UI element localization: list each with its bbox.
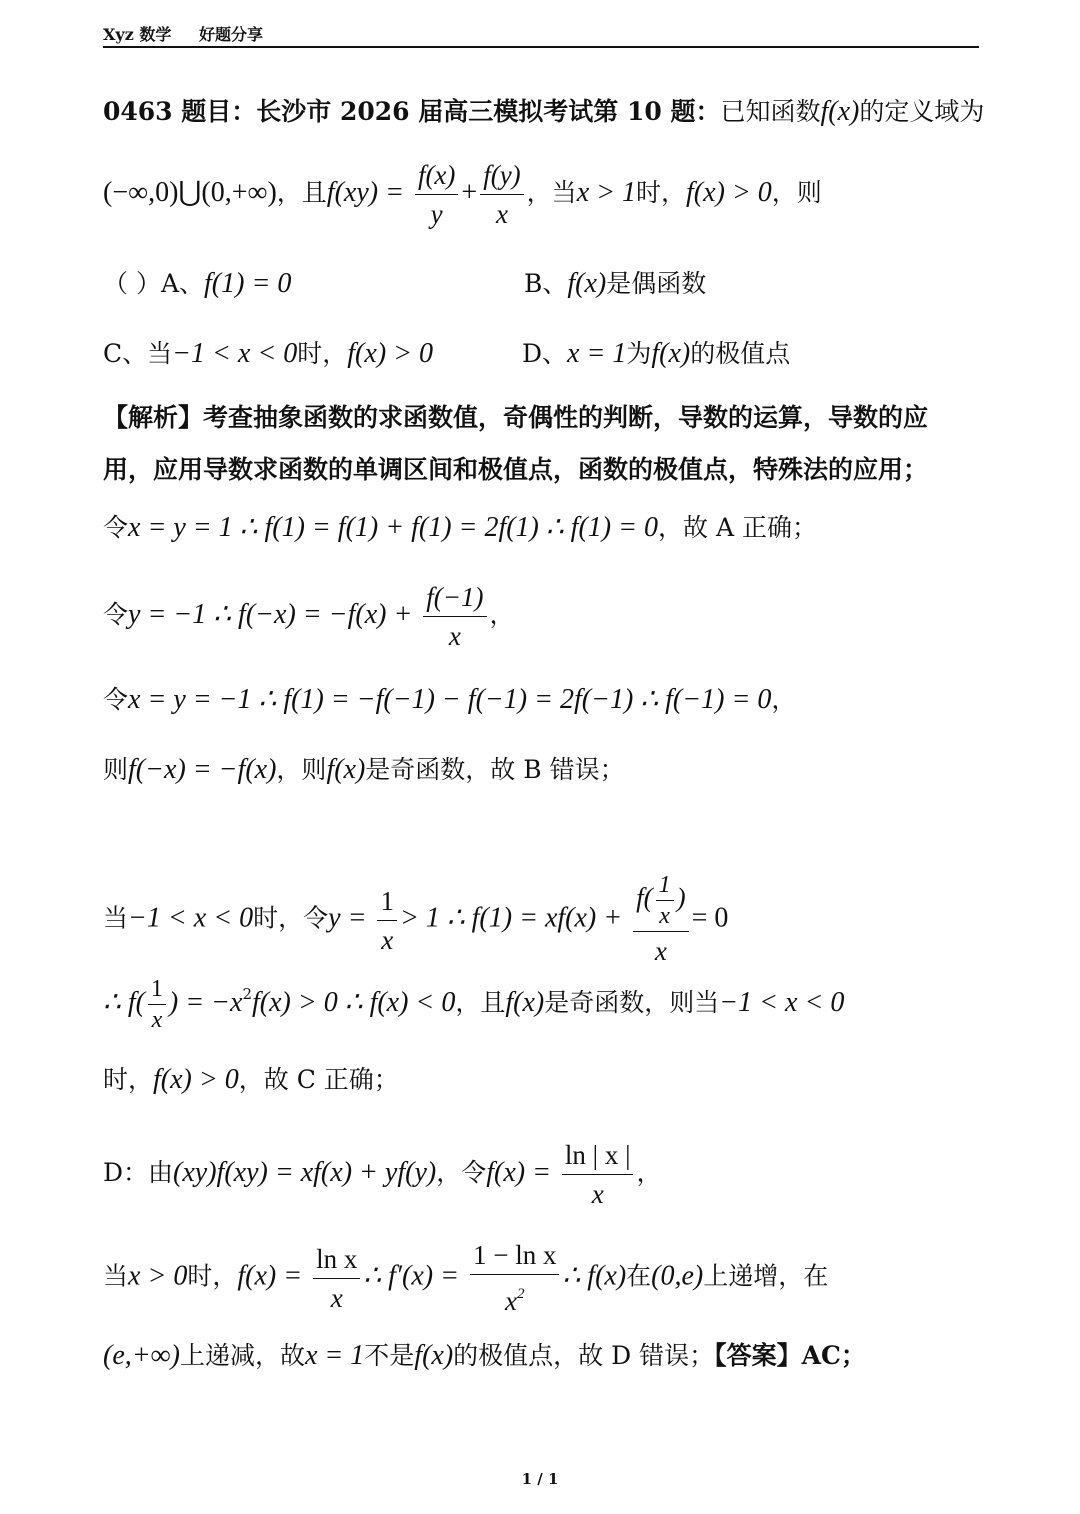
analysis-heading-2: 用，应用导数求函数的单调区间和极值点，函数的极值点，特殊法的应用； [103, 455, 929, 484]
brand-label: Xyz 数学 [103, 25, 172, 44]
fraction-fx-over-y: $\frac{f(x)}{y}$ [415, 160, 458, 229]
fraction-1-over-x: $\frac{1}{x}$ [377, 886, 397, 955]
page-number: 1 / 1 [521, 1470, 559, 1488]
analysis-line-4: 则f(−x) = −f(x)，则f(x)是奇函数，故 B 错误； [103, 754, 625, 785]
fraction-ln-abs-x: $\frac{\ln | x |}{x}$ [562, 1140, 634, 1209]
answer-label: 【答案】AC； [714, 1341, 866, 1370]
analysis-heading: 【解析】考查抽象函数的求函数值，奇偶性的判断，导数的运算，导数的应 [103, 403, 929, 432]
problem-title: 0463 题目：长沙市 2026 届高三模拟考试第 10 题： [103, 97, 721, 126]
analysis-line-1: 令x = y = 1 ∴ f(1) = f(1) + f(1) = 2f(1) ∴ f(1) = 0，故 A 正确； [103, 512, 817, 543]
fraction-f-neg1-over-x: $\frac{f(-1)}{x}$ [423, 582, 486, 651]
analysis-line-2: 令y = −1 ∴ f(−x) = −f(x) + $\frac{f(-1)}{x}$ ， [103, 582, 515, 651]
analysis-line-7: 时，f(x) > 0，故 C 正确； [103, 1064, 399, 1095]
analysis-line-3: 令x = y = −1 ∴ f(1) = −f(−1) − f(−1) = 2f(−1) ∴ f(−1) = 0， [103, 684, 797, 715]
section-label: 好题分享 [198, 25, 263, 44]
option-c: C、当−1 < x < 0时，f(x) > 0 [103, 338, 434, 369]
fraction-derivative: $\frac{\text{1 − ln x}}{x^2}$ [470, 1240, 559, 1316]
problem-line-2: (−∞,0)⋃(0,+∞)，且f(xy) = $\frac{f(x)}{y}$ + $\frac{f(y)}{x}$ ，当x > 1时，f(x) > 0，则 [103, 160, 822, 229]
option-d: D、x = 1为f(x)的极值点 [522, 338, 791, 369]
answer-paren: （ ） [103, 269, 161, 298]
problem-line-1: 0463 题目：长沙市 2026 届高三模拟考试第 10 题：已知函数f(x)的定义域为 [103, 96, 985, 127]
option-a: f(1) = 0 [204, 268, 292, 299]
options-row-1: （ ）A、f(1) = 0 [103, 268, 292, 299]
analysis-line-6: ∴ f( $\frac{1}{x}$ ) = $-x^2f(x) > 0$ ∴ f(x) < 0，且f(x)是奇函数，则当−1 < x < 0 [103, 976, 845, 1033]
analysis-line-8: D：由(xy)f(xy) = xf(x) + yf(y)，令f(x) = $\frac{\ln | x |}{x}$ ， [103, 1140, 662, 1209]
fraction-fy-over-x: $\frac{f(y)}{x}$ [480, 160, 523, 229]
page-header [103, 22, 979, 48]
analysis-line-5: 当−1 < x < 0时，令y = $\frac{1}{x}$ > 1 ∴ f(1) = xf(x) + f( $\frac{1}{x}$ ) x = 0 [103, 872, 729, 966]
analysis-line-10: (e,+∞)上递减，故x = 1不是f(x)的极值点，故 D 错误；【答案】AC； [103, 1340, 866, 1371]
analysis-line-9: 当x > 0时，f(x) = $\frac{\text{ln x}}{x}$ ∴ f′(x) = $\frac{\text{1 − ln x}}{x^2}$ ∴ f(x)在(0,e)上递增，在 [103, 1240, 829, 1316]
option-b: B、f(x)是偶函数 [524, 268, 707, 299]
fraction-f-inv-over-x: f( $\frac{1}{x}$ ) x [633, 874, 689, 966]
fraction-lnx-over-x: $\frac{\text{ln x}}{x}$ [313, 1244, 360, 1313]
